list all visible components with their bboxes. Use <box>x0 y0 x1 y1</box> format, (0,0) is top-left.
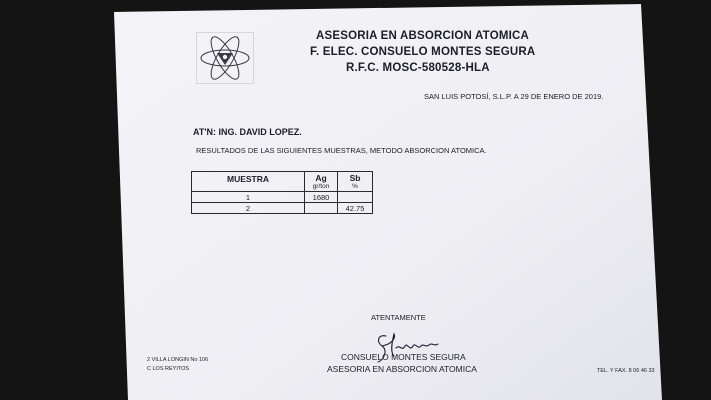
table-header-cell: MUESTRA <box>192 172 305 192</box>
address-line-1: 2 VILLA LONGIN No 106 <box>147 357 209 363</box>
table-header-cell: Ag gr/ton <box>305 172 338 192</box>
table-row <box>192 192 373 203</box>
phone-line: TEL. Y FAX. 8 06 46 33 <box>597 368 655 374</box>
letterhead-line-3: R.F.C. MOSC-580528-HLA <box>346 62 490 74</box>
table-header-row <box>192 172 373 192</box>
signature-name: CONSUELO MONTES SEGURA <box>341 352 466 362</box>
atom-logo <box>196 32 254 84</box>
table-cell <box>338 192 373 203</box>
table-cell <box>305 203 338 214</box>
table-row <box>192 203 373 214</box>
date-line: SAN LUIS POTOSÍ, S.L.P. A 29 DE ENERO DE 2019. <box>424 92 604 101</box>
attn-line: AT'N: ING. DAVID LOPEZ. <box>193 127 302 137</box>
intro-line: RESULTADOS DE LAS SIGUIENTES MUESTRAS, METODO ABSORCION ATOMICA. <box>196 146 487 155</box>
table-cell: 42.75 <box>338 203 373 214</box>
address-line-2: C LOS REYITOS <box>147 366 190 372</box>
closing-line: ATENTAMENTE <box>371 313 426 322</box>
table-cell: 1 <box>192 192 305 203</box>
letterhead-line-2: F. ELEC. CONSUELO MONTES SEGURA <box>310 46 536 58</box>
table-cell: 2 <box>192 203 305 214</box>
table-cell: 1680 <box>305 192 338 203</box>
letterhead-line-1: ASESORIA EN ABSORCION ATOMICA <box>316 30 530 42</box>
table-header-cell: Sb % <box>338 172 373 192</box>
results-table <box>191 171 373 214</box>
signature-company: ASESORIA EN ABSORCION ATOMICA <box>327 364 477 374</box>
